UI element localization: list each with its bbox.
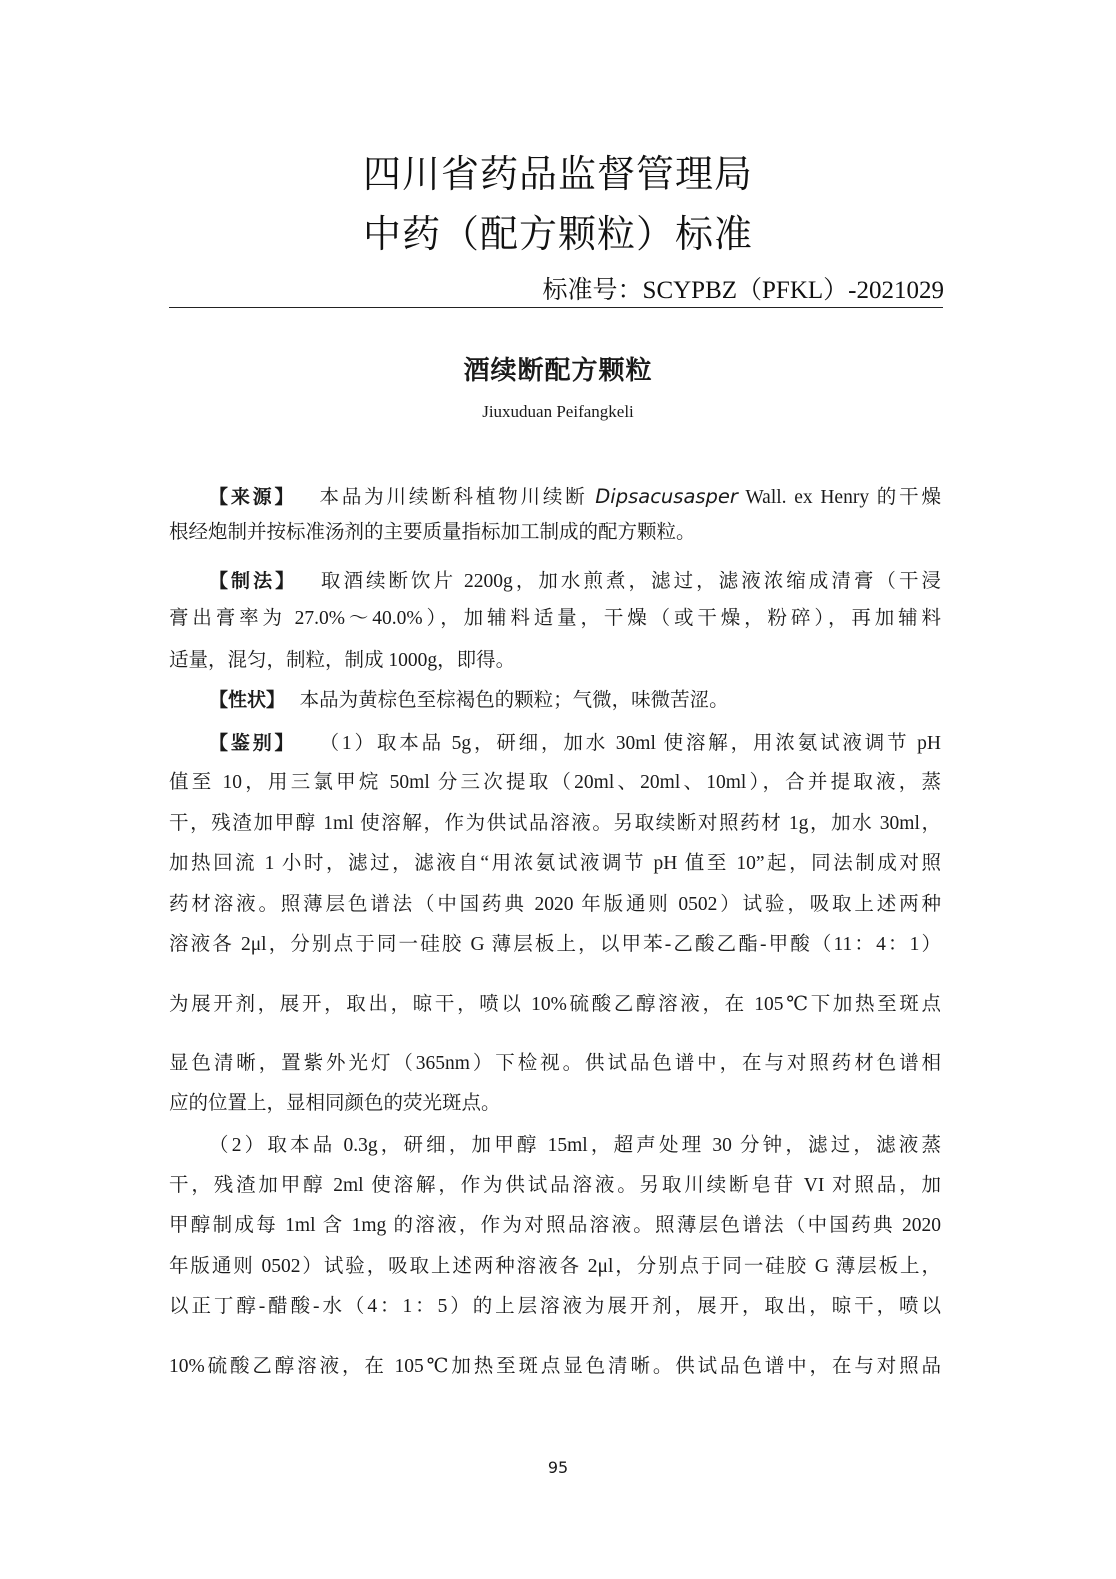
- source-line-1: 【来源】 本品为川续断科植物川续断 Dipsacusasper Wall. ex Henry 的干燥: [209, 485, 941, 508]
- source-line-2: 根经炮制并按标准汤剂的主要质量指标加工制成的配方颗粒。: [169, 522, 696, 543]
- identification-line-7: 为展开剂，展开，取出，晾干，喷以 10%硫酸乙醇溶液，在 105℃下加热至斑点: [169, 994, 941, 1015]
- standard-number-value: SCYPBZ（PFKL）-2021029: [642, 277, 944, 304]
- identification-line-9: 应的位置上，显相同颜色的荧光斑点。: [169, 1093, 501, 1114]
- section-label-identification: 【鉴别】: [209, 732, 297, 754]
- identification-p2-line-3: 甲醇制成每 1ml 含 1mg 的溶液，作为对照品溶液。照薄层色谱法（中国药典 2020: [169, 1215, 941, 1236]
- header-divider: [169, 307, 943, 308]
- identification-p2-line-6: 10%硫酸乙醇溶液，在 105℃加热至斑点显色清晰。供试品色谱中，在与对照品: [169, 1356, 941, 1377]
- identification-line-2: 值至 10，用三氯甲烷 50ml 分三次提取（20ml、20ml、10ml），合并提取液，蒸: [169, 772, 941, 793]
- page-number: 95: [547, 1458, 569, 1477]
- product-pinyin-title: Jiuxuduan Peifangkeli: [482, 402, 634, 421]
- identification-line-1: 【鉴别】 （1）取本品 5g，研细，加水 30ml 使溶解，用浓氨试液调节 pH: [209, 732, 941, 754]
- section-label-preparation: 【制法】: [209, 570, 298, 592]
- identification-p2-line-5: 以正丁醇-醋酸-水（4：1：5）的上层溶液为展开剂，展开，取出，晾干，喷以: [169, 1296, 941, 1317]
- identification-line-4: 加热回流 1 小时，滤过，滤液自“用浓氨试液调节 pH 值至 10”起，同法制成对照: [169, 853, 941, 874]
- identification-p2-line-1: （2）取本品 0.3g，研细，加甲醇 15ml，超声处理 30 分钟，滤过，滤液蒸: [209, 1135, 941, 1156]
- identification-line-8: 显色清晰，置紫外光灯（365nm）下检视。供试品色谱中，在与对照药材色谱相: [169, 1053, 941, 1074]
- identification-line-3: 干，残渣加甲醇 1ml 使溶解，作为供试品溶液。另取续断对照药材 1g，加水 30ml，: [169, 813, 941, 834]
- identification-line-6: 溶液各 2μl，分别点于同一硅胶 G 薄层板上，以甲苯-乙酸乙酯-甲酸（11：4：1）: [169, 934, 941, 955]
- standard-number: [543, 270, 944, 306]
- character-line-1: 【性状】 本品为黄棕色至棕褐色的颗粒；气微，味微苦涩。: [209, 689, 729, 711]
- preparation-line-2: 膏出膏率为 27.0%～40.0%），加辅料适量，干燥（或干燥，粉碎），再加辅料: [169, 608, 941, 629]
- standard-type-title: 中药（配方颗粒）标准: [362, 212, 753, 256]
- identification-p2-line-4: 年版通则 0502）试验，吸取上述两种溶液各 2μl，分别点于同一硅胶 G 薄层板上，: [169, 1256, 941, 1277]
- standard-number-label: 标准号：: [542, 275, 643, 304]
- section-label-source: 【来源】: [209, 486, 297, 508]
- identification-p2-line-2: 干，残渣加甲醇 2ml 使溶解，作为供试品溶液。另取川续断皂苷 VI 对照品，加: [169, 1175, 941, 1196]
- latin-name: Dipsacusasper: [595, 485, 738, 508]
- identification-line-5: 药材溶液。照薄层色谱法（中国药典 2020 年版通则 0502）试验，吸取上述两种: [169, 894, 941, 915]
- product-title: 酒续断配方颗粒: [463, 356, 653, 386]
- agency-title: 四川省药品监督管理局: [362, 152, 753, 196]
- section-label-character: 【性状】: [209, 689, 286, 711]
- preparation-line-1: 【制法】 取酒续断饮片 2200g，加水煎煮，滤过，滤液浓缩成清膏（干浸: [209, 570, 941, 592]
- preparation-line-3: 适量，混匀，制粒，制成 1000g，即得。: [169, 650, 516, 671]
